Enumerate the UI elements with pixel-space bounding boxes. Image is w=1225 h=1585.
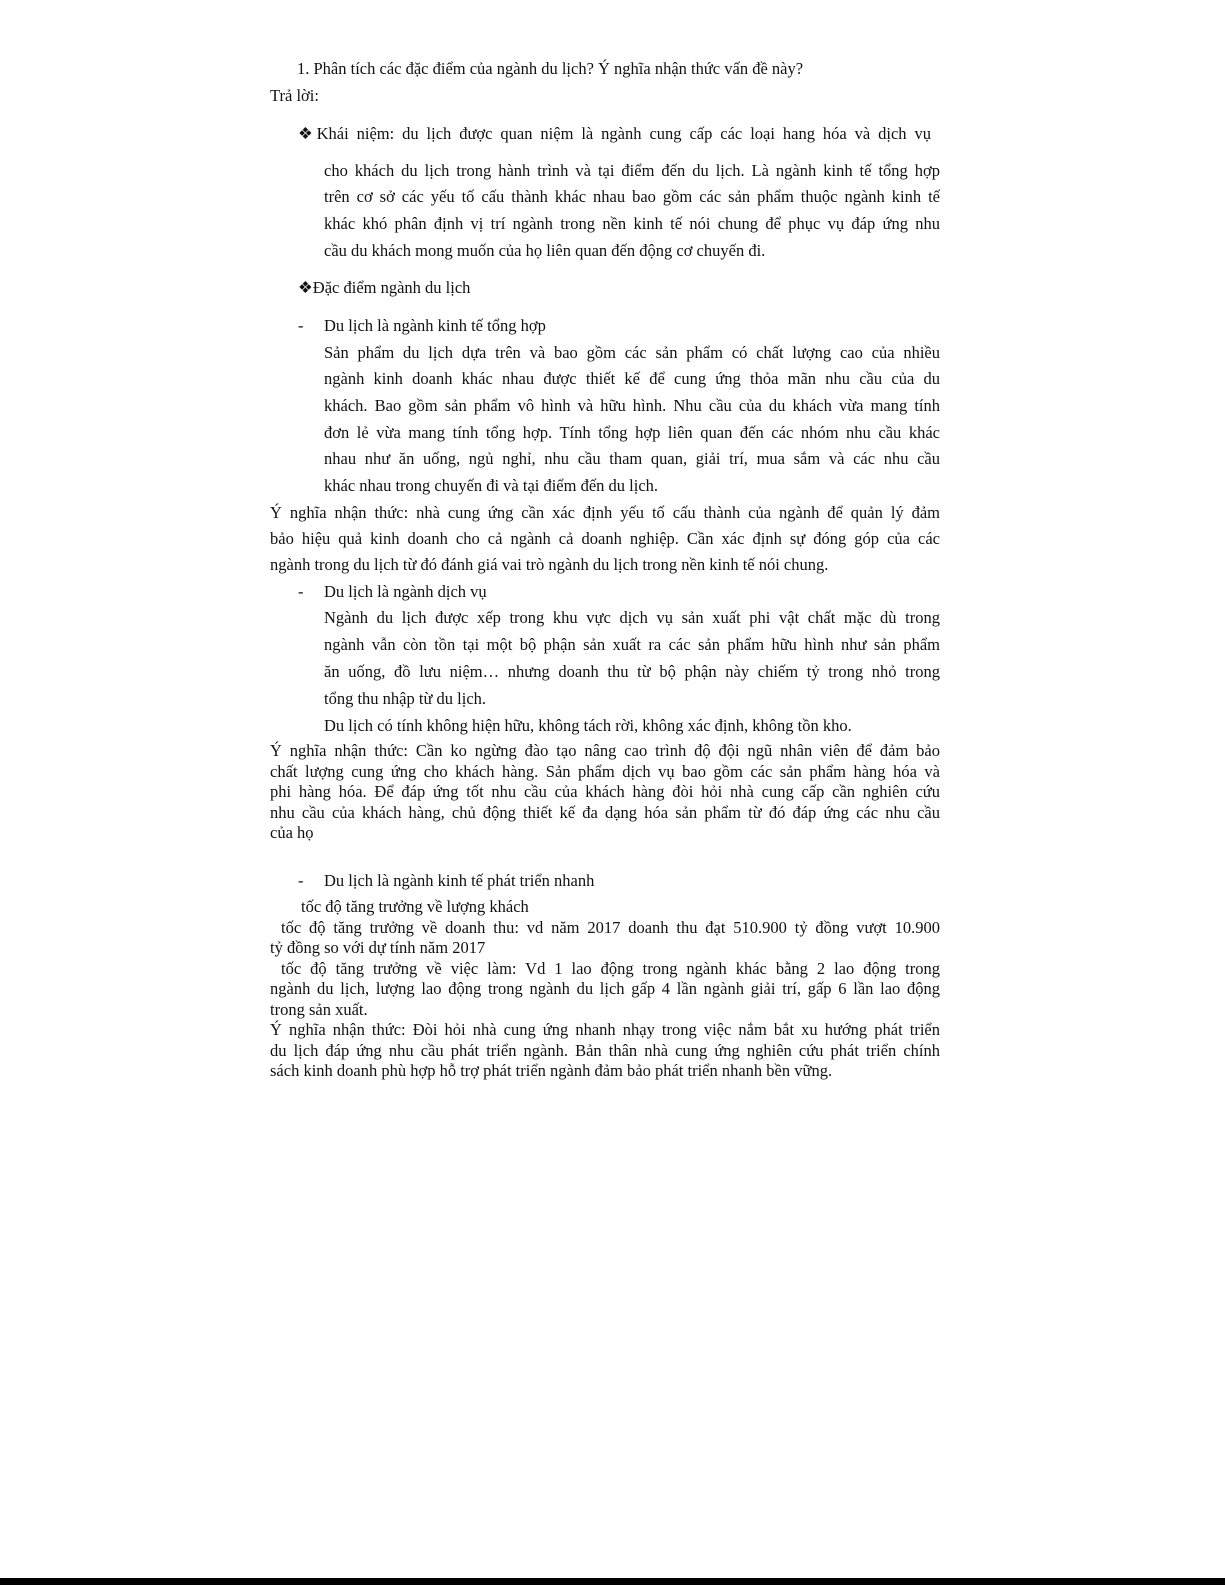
feature-1-body: khách. Bao gồm sản phẩm vô hình và hữu hình. Nhu cầu của du khách vừa mang tính bbox=[324, 396, 940, 415]
feature-2-body: tổng thu nhập từ du lịch. bbox=[324, 689, 487, 708]
answer-label: Trả lời: bbox=[270, 86, 319, 105]
feature-3-line: trong sản xuất. bbox=[270, 1000, 368, 1019]
feature-3-title: Du lịch là ngành kinh tế phát triển nhanh bbox=[324, 871, 595, 890]
feature-3-line: tốc độ tăng trưởng về việc làm: Vd 1 lao động trong ngành khác bằng 2 lao động trong bbox=[281, 959, 940, 978]
feature-1-body: ngành kinh doanh khác nhau được thiết kế để cung ứng thỏa mãn nhu cầu của du bbox=[324, 369, 940, 388]
feature-3-meaning: du lịch đáp ứng nhu cầu phát triển ngành. Bản thân nhà cung ứng nghiên cứu phát triển chính bbox=[270, 1041, 940, 1060]
feature-2-body: ngành vẫn còn tồn tại một bộ phận sản xuất ra các sản phẩm hữu hình như sản phẩm bbox=[324, 635, 940, 654]
feature-3-line: tỷ đồng so với dự tính năm 2017 bbox=[270, 938, 486, 957]
feature-2-meaning: nhu cầu của khách hàng, chủ động thiết kế đa dạng hóa sản phẩm từ đó đáp ứng các nhu cầu bbox=[270, 803, 940, 822]
concept-line: trên cơ sở các yếu tố cấu thành khác nhau bao gồm các sản phẩm thuộc ngành kinh tế bbox=[324, 187, 940, 206]
features-heading: ❖Đặc điểm ngành du lịch bbox=[298, 278, 471, 297]
concept-line: cầu du khách mong muốn của họ liên quan đến động cơ chuyến đi. bbox=[324, 241, 766, 260]
feature-3-meaning: sách kinh doanh phù hợp hỗ trợ phát triển ngành đảm bảo phát triển nhanh bền vững. bbox=[270, 1061, 833, 1080]
feature-2-title: Du lịch là ngành dịch vụ bbox=[324, 582, 487, 601]
feature-1-body: Sản phẩm du lịch dựa trên và bao gồm các sản phẩm có chất lượng cao của nhiều bbox=[324, 343, 940, 362]
feature-2-body: Ngành du lịch được xếp trong khu vực dịch vụ sản xuất phi vật chất mặc dù trong bbox=[324, 608, 940, 627]
concept-line: cho khách du lịch trong hành trình và tại điểm đến du lịch. Là ngành kinh tế tổng hợp bbox=[324, 161, 940, 180]
feature-1-title: Du lịch là ngành kinh tế tổng hợp bbox=[324, 316, 546, 335]
feature-1-meaning: ngành trong du lịch từ đó đánh giá vai trò ngành du lịch trong nền kinh tế nói chung. bbox=[270, 555, 829, 574]
feature-3-meaning: Ý nghĩa nhận thức: Đòi hỏi nhà cung ứng nhanh nhạy trong việc nắm bắt xu hướng phát triển bbox=[270, 1020, 940, 1039]
feature-1-meaning: Ý nghĩa nhận thức: nhà cung ứng cần xác định yếu tố cấu thành của ngành để quản lý đảm bbox=[270, 503, 940, 522]
feature-2-note: Du lịch có tính không hiện hữu, không tách rời, không xác định, không tồn kho. bbox=[324, 716, 852, 735]
feature-3-line: ngành du lịch, lượng lao động trong ngành du lịch gấp 4 lần ngành giải trí, gấp 6 lần lao động bbox=[270, 979, 940, 998]
feature-1-body: đơn lẻ vừa mang tính tổng hợp. Tính tổng hợp liên quan đến các nhóm nhu cầu khác bbox=[324, 423, 940, 442]
bullet-dash: - bbox=[298, 582, 304, 601]
bullet-dash: - bbox=[298, 316, 304, 335]
feature-2-meaning: của họ bbox=[270, 823, 314, 842]
feature-2-meaning: Ý nghĩa nhận thức: Cần ko ngừng đào tạo nâng cao trình độ đội ngũ nhân viên để đảm bảo bbox=[270, 741, 940, 760]
feature-1-meaning: bảo hiệu quả kinh doanh cho cả ngành cả doanh nghiệp. Cần xác định sự đóng góp của các bbox=[270, 529, 940, 548]
bullet-dash: - bbox=[298, 871, 304, 890]
feature-3-line: tốc độ tăng trưởng về doanh thu: vd năm 2017 doanh thu đạt 510.900 tỷ đồng vượt 10.900 bbox=[281, 918, 940, 937]
feature-3-line: tốc độ tăng trưởng về lượng khách bbox=[301, 897, 529, 916]
feature-2-body: ăn uống, đồ lưu niệm… nhưng doanh thu từ bộ phận này chiếm tỷ trong nhỏ trong bbox=[324, 662, 940, 681]
concept-heading: ❖Khái niệm: du lịch được quan niệm là ngành cung cấp các loại hang hóa và dịch vụ bbox=[298, 124, 931, 143]
feature-1-body: nhau như ăn uống, ngủ nghỉ, nhu cầu tham quan, giải trí, mua sắm và các nhu cầu bbox=[324, 449, 940, 468]
page-bottom-border bbox=[0, 1578, 1225, 1585]
feature-2-meaning: phi hàng hóa. Để đáp ứng tốt nhu cầu của khách hàng đòi hỏi nhà cung cấp cần nghiên cứu bbox=[270, 782, 940, 801]
question-title: 1. Phân tích các đặc điểm của ngành du lịch? Ý nghĩa nhận thức vấn đề này? bbox=[297, 59, 804, 78]
concept-line: khác khó phân định vị trí ngành trong nền kinh tế nói chung để phục vụ đáp ứng nhu bbox=[324, 214, 940, 233]
feature-1-body: khác nhau trong chuyến đi và tại điểm đến du lịch. bbox=[324, 476, 659, 495]
feature-2-meaning: chất lượng cung ứng cho khách hàng. Sản phẩm dịch vụ bao gồm các sản phẩm hàng hóa và bbox=[270, 762, 940, 781]
